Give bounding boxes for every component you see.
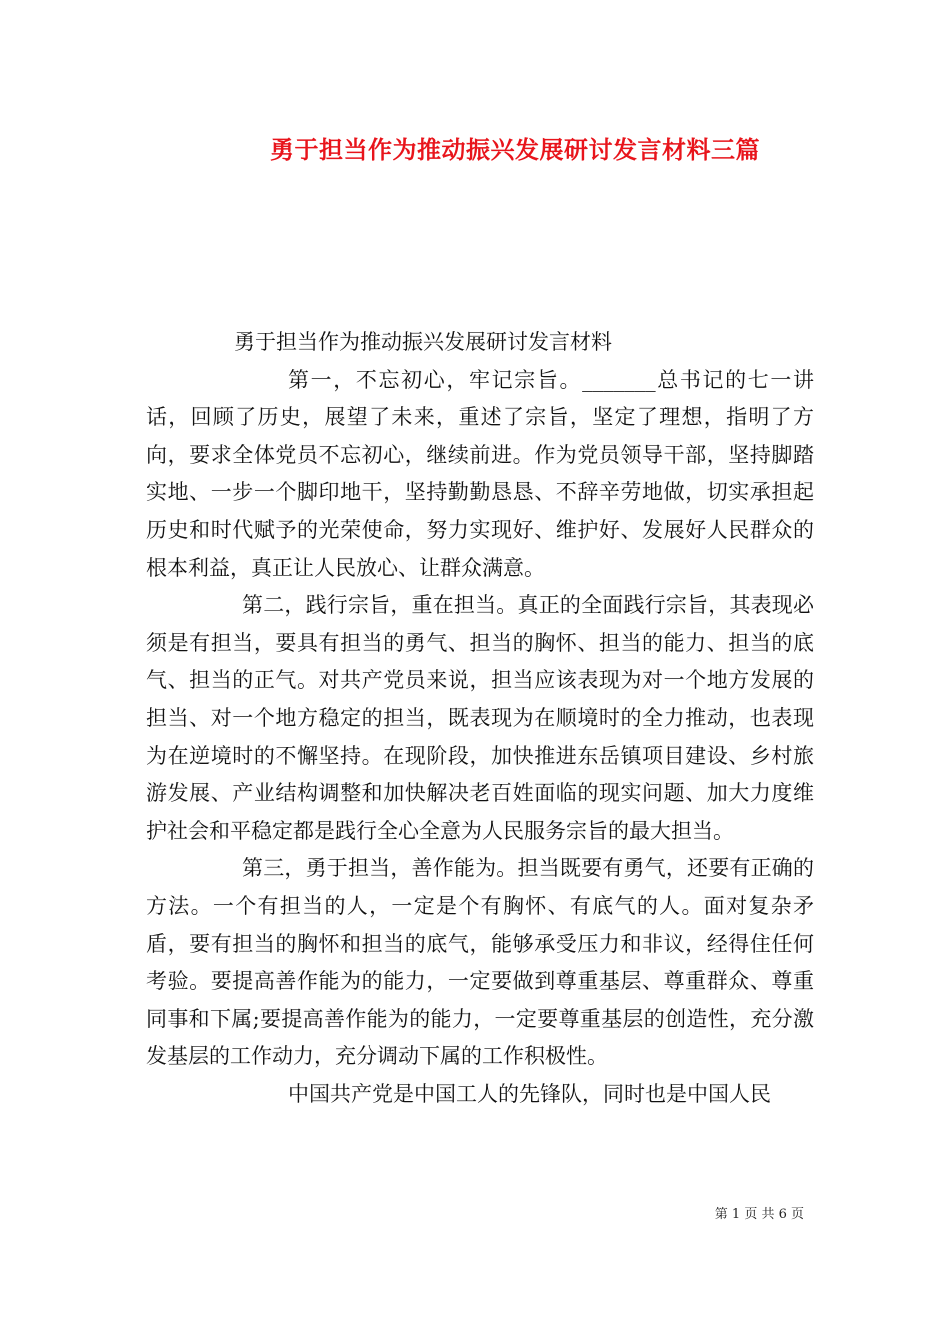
paragraph-2: 第二，践行宗旨，重在担当。真正的全面践行宗旨，其表现必须是有担当，要具有担当的勇气、担当的胸怀、担当的能力、担当的底气、担当的正气。对共产党员来说，担当应该表现为对一个地方发展的担当、对一个地方稳定的担当，既表现为在顺境时的全力推动，也表现为在逆境时的不懈坚持。在现阶段，加快推进东岳镇项目建设、乡村旅游发展、产业结构调整和加快解决老百姓面临的现实问题、加大力度维护社会和平稳定都是践行全心全意为人民服务宗旨的最大担当。	[146, 593, 814, 843]
document-body	[146, 324, 814, 1113]
paragraph-4: 中国共产党是中国工人的先锋队，同时也是中国人民	[288, 1081, 771, 1106]
document-subtitle: 勇于担当作为推动振兴发展研讨发言材料	[234, 330, 612, 354]
document-title: 勇于担当作为推动振兴发展研讨发言材料三篇	[270, 135, 760, 164]
paragraph-3: 第三，勇于担当，善作能为。担当既要有勇气，还要有正确的方法。一个有担当的人，一定是个有胸怀、有底气的人。面对复杂矛盾，要有担当的胸怀和担当的底气，能够承受压力和非议，经得住任何考验。要提高善作能为的能力，一定要做到尊重基层、尊重群众、尊重同事和下属;要提高善作能为的能力，一定要尊重基层的创造性，充分激发基层的工作动力，充分调动下属的工作积极性。	[146, 856, 814, 1069]
paragraph-1: 第一，不忘初心，牢记宗旨。_______总书记的七一讲话，回顾了历史，展望了未来，重述了宗旨，坚定了理想，指明了方向，要求全体党员不忘初心，继续前进。作为党员领导干部，坚持脚踏实地、一步一个脚印地干，坚持勤勤恳恳、不辞辛劳地做，切实承担起历史和时代赋予的光荣使命，努力实现好、维护好、发展好人民群众的根本利益，真正让人民放心、让群众满意。	[146, 367, 814, 580]
page-number-footer: 第 1 页 共 6 页	[714, 1207, 804, 1222]
